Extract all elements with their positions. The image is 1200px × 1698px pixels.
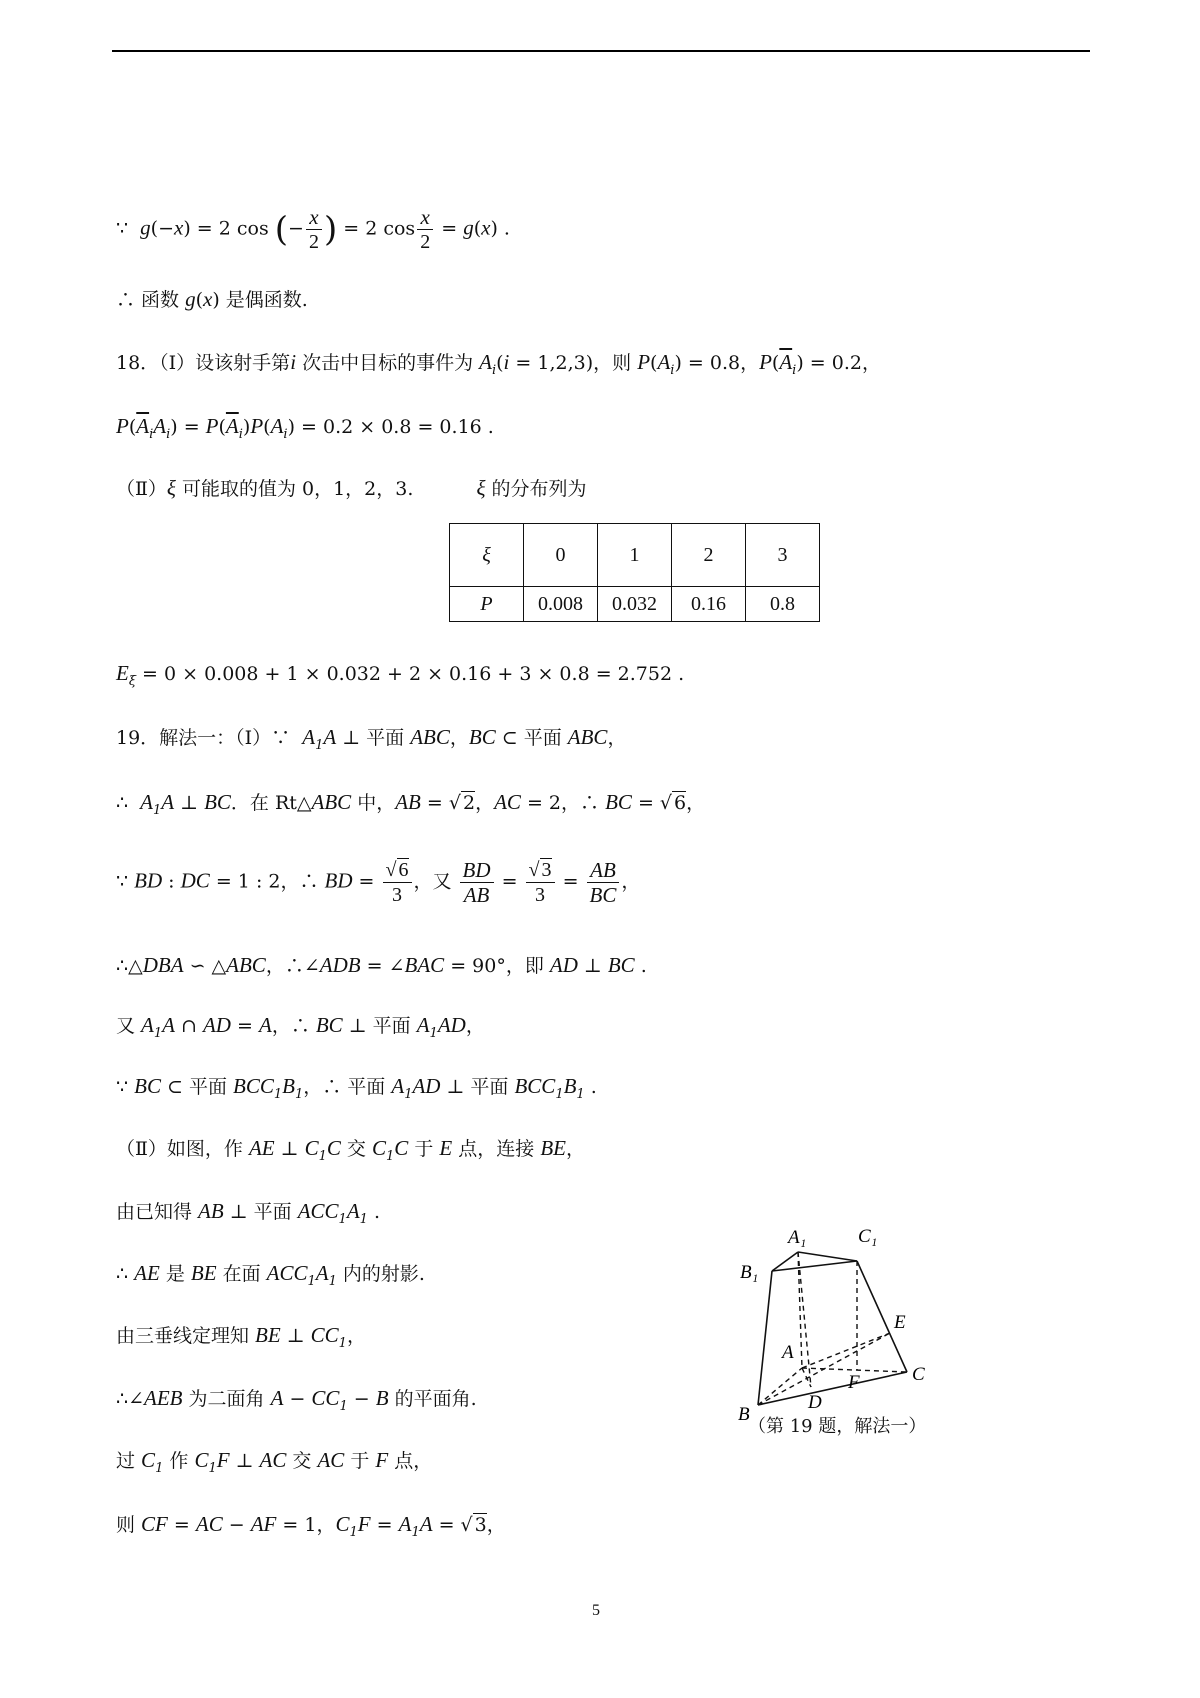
label-A1: A₁	[788, 1228, 807, 1248]
figure-caption: （第 19 题，解法一）	[748, 1416, 927, 1437]
label-E: E	[894, 1312, 906, 1333]
table-cell: 0.032	[598, 587, 672, 622]
eq-g-even: ∵ g(−x) = 2 cos (− $\frac{x}{2}$ ) = 2 cos $\frac{x}{2}$ = g(x) .	[116, 205, 510, 253]
table-cell: ξ	[450, 524, 524, 587]
table-cell: 0.8	[746, 587, 820, 622]
line-19-dihedral: ∴∠AEB 为二面角 $A - CC_1 - B$ 的平面角.	[116, 1386, 477, 1414]
line-19-ab-perp: 由已知得 AB ⊥ 平面 $ACC_1A_1$ .	[116, 1199, 381, 1227]
line-even-function: ∴ 函数 g(x) 是偶函数.	[116, 287, 308, 311]
table-cell: 0.16	[672, 587, 746, 622]
line-19-bd: ∵ BD : DC = 1 : 2，∴ BD = $\frac{√ 6}{3}$ ，又 $\frac{BD}{AB}$ = $\frac{√ 3}{3}$ = $\frac{AB}{BC}$ ，	[116, 858, 641, 907]
table-cell: P	[450, 587, 524, 622]
table-cell: 3	[746, 524, 820, 587]
table-cell: 1	[598, 524, 672, 587]
line-19-bc: ∴ $A_1A$ ⊥ BC．在 Rt△ABC 中，AB = √ 2，AC = 2，∴ BC = √ 6，	[116, 790, 706, 818]
line-19-three-perp: 由三垂线定理知 BE ⊥ $CC_1$，	[116, 1323, 366, 1351]
table-row	[450, 524, 820, 587]
label-F: F	[848, 1372, 860, 1393]
table-cell: 2	[672, 524, 746, 587]
line-19-similar: ∴△DBA ∽ △ABC，∴∠ADB = ∠BAC = 90°，即 AD ⊥ BC .	[116, 953, 647, 977]
label-D: D	[808, 1392, 822, 1413]
table-cell: 0	[524, 524, 598, 587]
line-19-perp-plane: 又 $A_1A$ ∩ AD = A，∴ BC ⊥ 平面 $A_1AD$，	[116, 1013, 485, 1041]
line-19-start: 19．解法一：（Ⅰ）∵ $A_1A$ ⊥ 平面 ABC，BC ⊂ 平面 ABC，	[116, 725, 627, 753]
line-19-planes: ∵ BC ⊂ 平面 $BCC_1B_1$，∴ 平面 $A_1AD$ ⊥ 平面 $BCC_1B_1$ .	[116, 1074, 597, 1102]
label-B1: B₁	[740, 1262, 759, 1283]
table-row	[450, 587, 820, 622]
line-19-part2: （Ⅱ）如图，作 AE ⊥ $C_1C$ 交 $C_1C$ 于 E 点，连接 BE，	[116, 1136, 585, 1164]
header-rule	[112, 50, 1090, 52]
line-expectation: $E_\xi = 0 \times 0.008 + 1 \times 0.032 + 2 \times 0.16 + 3 \times 0.8 = 2.752$ .	[116, 661, 685, 689]
label-A: A	[782, 1342, 794, 1363]
table-cell: 0.008	[524, 587, 598, 622]
page-number: 5	[592, 1602, 600, 1619]
line-19-c1f: 过 $C_1$ 作 $C_1F$ ⊥ AC 交 AC 于 F 点，	[116, 1448, 433, 1476]
label-C: C	[912, 1364, 925, 1385]
distribution-table	[449, 523, 820, 622]
line-18-part2: （Ⅱ）ξ 可能取的值为 0，1，2，3. ξ 的分布列为	[116, 476, 587, 500]
line-18-part1: 18．（Ⅰ）设该射手第i 次击中目标的事件为 $A_i(i = 1,2,3)$，则 $P(A_i) = 0.8$，$P(\overline{A}_i) = 0.2$，	[116, 350, 881, 378]
line-18-product: $P(\overline{A}_iA_i) = P(\overline{A}_i)P(A_i) = 0.2 \times 0.8 = 0.16$ .	[116, 414, 494, 442]
label-B: B	[738, 1404, 750, 1425]
label-C1: C₁	[858, 1228, 878, 1247]
line-19-cf: 则 CF = AC − AF = 1，$C_1F = A_1A$ = √ 3，	[116, 1512, 506, 1540]
line-19-projection: ∴ AE 是 BE 在面 $ACC_1A_1$ 内的射影.	[116, 1261, 425, 1289]
